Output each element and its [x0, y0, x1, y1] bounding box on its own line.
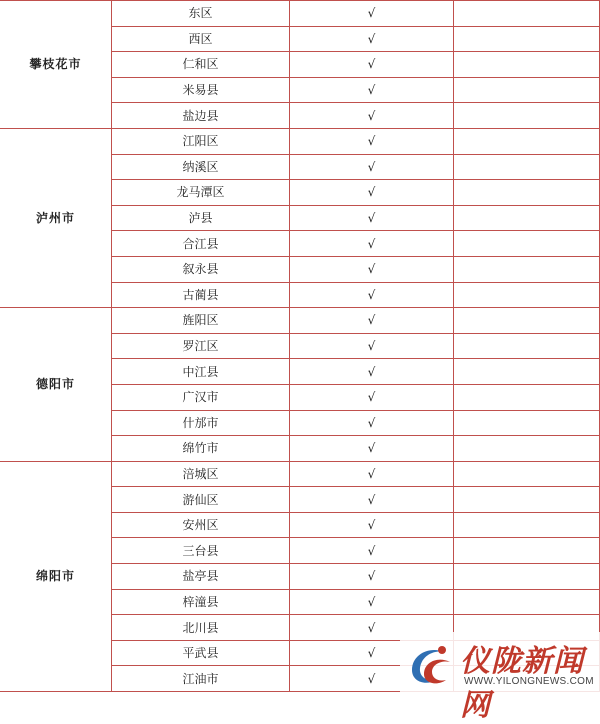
county-cell: 江阳区 — [112, 128, 290, 154]
county-cell: 泸县 — [112, 205, 290, 231]
city-cell: 泸州市 — [0, 128, 112, 307]
empty-cell — [454, 180, 600, 206]
empty-cell — [454, 26, 600, 52]
check-mark-cell: √ — [290, 308, 454, 334]
check-mark-cell: √ — [290, 205, 454, 231]
check-mark-cell: √ — [290, 103, 454, 129]
empty-cell — [454, 205, 600, 231]
county-cell: 盐亭县 — [112, 564, 290, 590]
city-cell: 绵阳市 — [0, 461, 112, 691]
empty-cell — [454, 589, 600, 615]
check-mark-cell: √ — [290, 564, 454, 590]
empty-cell — [454, 154, 600, 180]
city-cell: 德阳市 — [0, 308, 112, 462]
county-cell: 什邡市 — [112, 410, 290, 436]
county-cell: 盐边县 — [112, 103, 290, 129]
county-cell: 三台县 — [112, 538, 290, 564]
county-cell: 龙马潭区 — [112, 180, 290, 206]
check-mark-cell: √ — [290, 410, 454, 436]
check-mark-cell: √ — [290, 333, 454, 359]
county-cell: 罗江区 — [112, 333, 290, 359]
empty-cell — [454, 359, 600, 385]
check-mark-cell: √ — [290, 1, 454, 27]
table-row — [0, 128, 600, 154]
county-cell: 仁和区 — [112, 52, 290, 78]
county-cell: 梓潼县 — [112, 589, 290, 615]
empty-cell — [454, 436, 600, 462]
check-mark-cell: √ — [290, 615, 454, 641]
check-mark-cell: √ — [290, 256, 454, 282]
check-mark-cell: √ — [290, 640, 454, 666]
county-cell: 绵竹市 — [112, 436, 290, 462]
check-mark-cell: √ — [290, 128, 454, 154]
empty-cell — [454, 564, 600, 590]
check-mark-cell: √ — [290, 512, 454, 538]
county-cell: 纳溪区 — [112, 154, 290, 180]
site-logo-icon — [406, 640, 456, 688]
county-cell: 北川县 — [112, 615, 290, 641]
county-cell: 平武县 — [112, 640, 290, 666]
county-cell: 安州区 — [112, 512, 290, 538]
empty-cell — [454, 256, 600, 282]
empty-cell — [454, 512, 600, 538]
empty-cell — [454, 461, 600, 487]
county-cell: 叙永县 — [112, 256, 290, 282]
county-cell: 合江县 — [112, 231, 290, 257]
empty-cell — [454, 1, 600, 27]
check-mark-cell: √ — [290, 538, 454, 564]
county-cell: 旌阳区 — [112, 308, 290, 334]
check-mark-cell: √ — [290, 589, 454, 615]
empty-cell — [454, 410, 600, 436]
check-mark-cell: √ — [290, 487, 454, 513]
empty-cell — [454, 282, 600, 308]
check-mark-cell: √ — [290, 436, 454, 462]
empty-cell — [454, 52, 600, 78]
check-mark-cell: √ — [290, 461, 454, 487]
empty-cell — [454, 487, 600, 513]
check-mark-cell: √ — [290, 77, 454, 103]
city-cell: 攀枝花市 — [0, 1, 112, 129]
watermark-title: 仪陇新闻网 — [460, 644, 584, 723]
county-cell: 广汉市 — [112, 384, 290, 410]
table-row — [0, 461, 600, 487]
check-mark-cell: √ — [290, 282, 454, 308]
empty-cell — [454, 538, 600, 564]
county-cell: 东区 — [112, 1, 290, 27]
site-watermark — [400, 632, 600, 723]
check-mark-cell: √ — [290, 384, 454, 410]
empty-cell — [454, 128, 600, 154]
county-cell: 米易县 — [112, 77, 290, 103]
empty-cell — [454, 77, 600, 103]
county-cell: 涪城区 — [112, 461, 290, 487]
county-cell: 中江县 — [112, 359, 290, 385]
table-row — [0, 308, 600, 334]
watermark-url: WWW.YILONGNEWS.COM — [464, 676, 594, 687]
empty-cell — [454, 384, 600, 410]
empty-cell — [454, 308, 600, 334]
check-mark-cell: √ — [290, 154, 454, 180]
empty-cell — [454, 231, 600, 257]
county-cell: 江油市 — [112, 666, 290, 692]
empty-cell — [454, 103, 600, 129]
check-mark-cell: √ — [290, 359, 454, 385]
check-mark-cell: √ — [290, 180, 454, 206]
county-cell: 西区 — [112, 26, 290, 52]
check-mark-cell: √ — [290, 26, 454, 52]
check-mark-cell: √ — [290, 52, 454, 78]
county-cell: 古蔺县 — [112, 282, 290, 308]
county-cell: 游仙区 — [112, 487, 290, 513]
table-row — [0, 1, 600, 27]
check-mark-cell: √ — [290, 231, 454, 257]
empty-cell — [454, 333, 600, 359]
check-mark-cell: √ — [290, 666, 454, 692]
